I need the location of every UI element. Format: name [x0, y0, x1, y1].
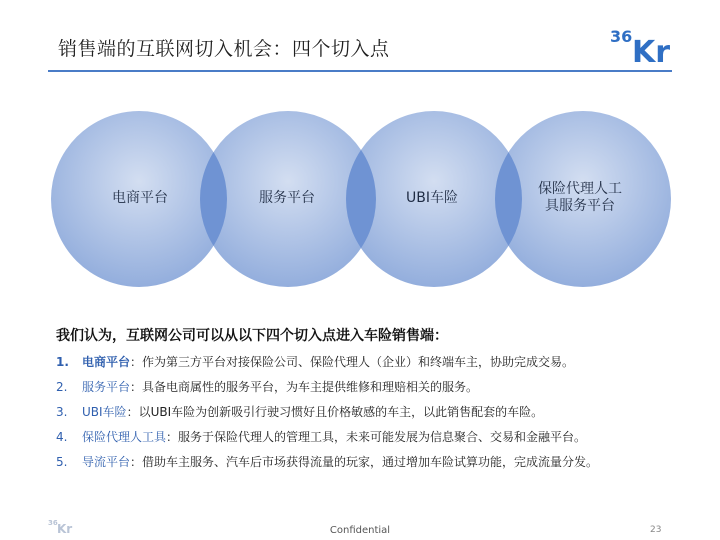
intro-text: 我们认为，互联网公司可以从以下四个切入点进入车险销售端：	[56, 328, 448, 344]
keyword: 保险代理人工具	[82, 430, 167, 444]
list-item: 1. 电商平台：作为第三方平台对接保险公司、保险代理人（企业）和终端车主，协助完成交易。	[56, 355, 575, 369]
keyword: UBI车险	[82, 405, 127, 419]
circle-label-service: 服务平台	[259, 190, 315, 206]
circle-label-ubi: UBI车险	[406, 190, 458, 206]
keyword: 导流平台	[82, 455, 131, 469]
svg-text:36: 36	[48, 519, 58, 527]
list-item: 2. 服务平台：具备电商属性的服务平台，为车主提供维修和理赔相关的服务。	[56, 380, 479, 394]
svg-text:Kr: Kr	[57, 522, 73, 534]
circle-label-ecommerce: 电商平台	[112, 190, 168, 206]
page-number: 23	[650, 525, 662, 535]
list-item: 5. 导流平台：借助车主服务、汽车后市场获得流量的玩家，通过增加车险试算功能，完成流量分发。	[56, 455, 599, 469]
list-item: 3. UBI车险：以UBI车险为创新吸引行驶习惯好且价格敏感的车主，以此销售配套的车险。	[56, 405, 544, 419]
slide-title: 销售端的互联网切入机会：四个切入点	[58, 38, 390, 60]
entry-points-list	[56, 350, 674, 475]
keyword: 电商平台	[82, 355, 131, 369]
list-item: 4. 保险代理人工具：服务于保险代理人的管理工具，未来可能发展为信息聚合、交易和金融平台。	[56, 430, 587, 444]
svg-text:36: 36	[610, 27, 633, 46]
svg-text:Kr: Kr	[632, 35, 671, 64]
circle-label-agent-tool: 保险代理人工 具服务平台	[538, 181, 622, 214]
venn-diagram	[46, 104, 674, 294]
footer-confidential: Confidential	[329, 525, 391, 536]
title-divider	[48, 70, 672, 72]
keyword: 服务平台	[82, 380, 131, 394]
logo-36kr	[610, 24, 674, 64]
